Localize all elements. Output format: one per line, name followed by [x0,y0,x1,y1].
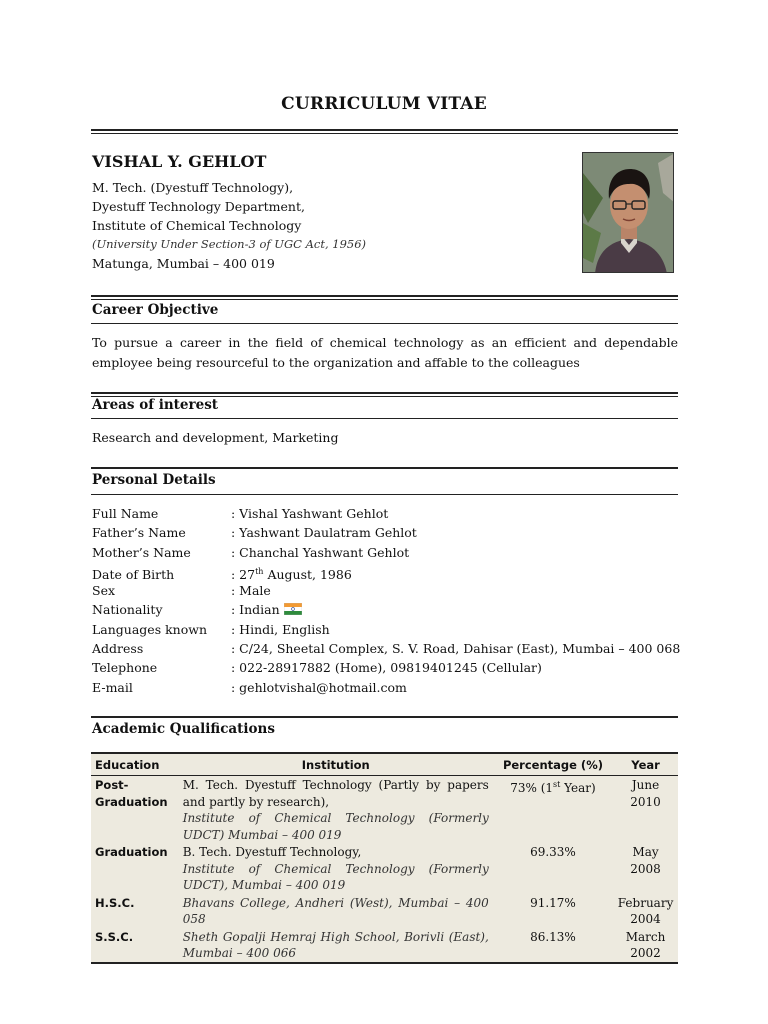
education-cell: S.S.C. [91,928,179,963]
education-cell: Graduation [95,845,168,859]
percentage-suffix: Year) [560,781,596,795]
career-objective-underline [91,323,678,324]
personal-row-mothers-name [92,543,680,562]
year-cell: May 2008 [630,845,661,876]
institution-degree: B. Tech. Dyestuff Technology, [182,845,362,859]
personal-label: Languages known [92,621,207,637]
personal-row-date-of-birth [92,562,680,581]
academic-qualifications-table [91,752,678,964]
areas-of-interest-text: Research and development, Marketing [92,430,339,445]
institution-degree: M. Tech. Dyestuff Technology (Partly by papers and partly by research), [182,778,489,809]
areas-of-interest-heading: Areas of interest [92,397,219,413]
column-header-institution: Institution [179,753,493,776]
percentage-cell: 69.33% [530,845,576,859]
table-row [91,894,678,928]
table-row [91,928,678,963]
document-title: CURRICULUM VITAE [281,94,487,114]
personal-value: : Indian [231,602,280,618]
personal-value: : 022-28917882 (Home), 09819401245 (Cellular) [231,660,542,676]
academic-qualifications-heading: Academic Qualifications [92,721,275,737]
table-row [91,843,678,894]
personal-label: E-mail [92,679,133,695]
personal-value: : Vishal Yashwant Gehlot [231,506,389,521]
personal-row-sex [92,581,680,600]
personal-label: Sex [92,583,116,599]
institution-cell [179,776,493,844]
personal-label: Mother’s Name [92,544,191,560]
personal-row-address [92,639,680,658]
profile-photo-portrait [583,153,674,273]
dob-ordinal: th [255,566,264,576]
profile-photo [582,152,674,273]
personal-value: : Yashwant Daulatram Gehlot [231,525,417,541]
year-cell: March 2002 [613,928,678,963]
column-header-year: Year [613,753,678,776]
percentage-cell: 86.13% [493,928,613,963]
institution-name: Institute of Chemical Technology (Formerly UDCT) Mumbai – 400 019 [182,811,489,842]
personal-label: Nationality [92,602,163,618]
column-header-percentage: Percentage (%) [493,753,613,776]
academic-top-divider [91,716,678,718]
personal-row-nationality [92,600,680,619]
year-cell: February 2004 [617,895,674,926]
percentage-value: 73% (1 [510,781,554,795]
career-objective-text: To pursue a career in the field of chemical technology as an efficient and dependable employee being resourceful to the organization and affable to the colleagues [92,335,678,370]
career-objective-heading: Career Objective [92,302,219,318]
personal-row-telephone [92,658,680,677]
candidate-name: VISHAL Y. GEHLOT [92,152,267,171]
address-line-degree: M. Tech. (Dyestuff Technology), [92,180,294,195]
personal-label: Full Name [92,506,159,521]
institution-cell [179,843,493,894]
institution-name: Sheth Gopalji Hemraj High School, Borivli (East), Mumbai – 400 066 [182,929,489,960]
education-cell: H.S.C. [95,895,135,910]
personal-label: Father’s Name [92,525,186,541]
email-value[interactable]: : gehlotvishal@hotmail.com [231,679,407,695]
personal-details-list [92,504,680,697]
personal-row-full-name [92,504,680,523]
personal-value: : Hindi, English [231,621,330,637]
institution-cell [179,928,493,963]
dob-day: : 27 [231,567,256,583]
india-flag-icon [284,603,302,615]
address-line-institute: Institute of Chemical Technology [92,218,302,233]
personal-label: Date of Birth [92,567,175,583]
personal-row-fathers-name [92,523,680,542]
career-objective-top-divider [91,295,678,300]
personal-value: : Chanchal Yashwant Gehlot [231,544,410,560]
column-header-education: Education [91,753,179,776]
personal-row-languages [92,620,680,639]
institution-name: Institute of Chemical Technology (Formerly UDCT), Mumbai – 400 019 [182,861,489,892]
institution-name: Bhavans College, Andheri (West), Mumbai – 400 058 [182,895,489,926]
personal-details-heading: Personal Details [92,472,216,488]
personal-label: Telephone [92,660,158,676]
personal-details-top-divider [91,467,678,469]
institution-cell [179,894,493,928]
address-line-city: Matunga, Mumbai – 400 019 [92,256,275,271]
candidate-address-block [92,178,366,273]
year-cell: June 2010 [630,778,661,809]
percentage-cell: 91.17% [530,895,576,910]
personal-label: Address [92,641,144,657]
areas-of-interest-underline [91,418,678,419]
table-header-row [91,753,678,776]
personal-details-underline [91,494,678,495]
personal-row-email [92,678,680,697]
address-line-university-note: (University Under Section-3 of UGC Act, 1956) [92,237,367,251]
address-line-department: Dyestuff Technology Department, [92,199,305,214]
title-divider [91,129,678,134]
personal-value: : Male [231,583,271,599]
dob-month-year: August, 1986 [263,567,352,583]
table-row [91,776,678,844]
education-cell: Post-Graduation [95,778,168,809]
personal-value: : C/24, Sheetal Complex, S. V. Road, Dahisar (East), Mumbai – 400 068 [231,641,681,657]
percentage-cell [493,776,613,844]
percentage-ordinal: st [553,780,561,789]
